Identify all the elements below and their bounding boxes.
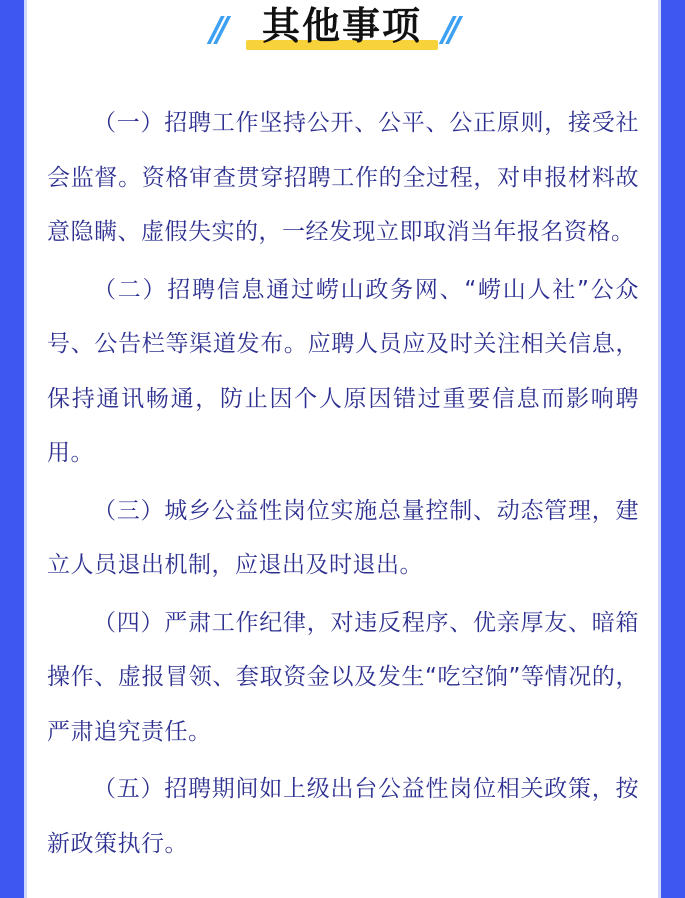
paragraph-5: （五）招聘期间如上级出台公益性岗位相关政策，按新政策执行。	[47, 776, 639, 857]
slash-decoration-right: //	[442, 10, 455, 50]
left-border	[0, 0, 24, 898]
paragraph-2: （二）招聘信息通过崂山政务网、“崂山人社”公众号、公告栏等渠道发布。应聘人员应及时关注相关信息，保持通讯畅通，防止因个人原因错过重要信息而影响聘用。	[47, 276, 639, 466]
right-border	[661, 0, 685, 898]
slash-decoration-left: //	[210, 10, 223, 50]
paragraph-4: （四）严肃工作纪律，对违反程序、优亲厚友、暗箱操作、虚报冒领、套取资金以及发生“吃空饷”等情况的，严肃追究责任。	[47, 609, 639, 745]
right-inner-line	[658, 0, 661, 898]
section-title: 其他事项	[261, 4, 422, 48]
content-body	[47, 96, 639, 874]
left-inner-line	[24, 0, 27, 898]
paragraph-3: （三）城乡公益性岗位实施总量控制、动态管理，建立人员退出机制，应退出及时退出。	[47, 497, 639, 578]
paragraph-1: （一）招聘工作坚持公开、公平、公正原则，接受社会监督。资格审查贯穿招聘工作的全过程，对申报材料故意隐瞒、虚假失实的，一经发现立即取消当年报名资格。	[47, 110, 639, 245]
section-header	[0, 0, 685, 70]
title-block	[244, 0, 440, 60]
